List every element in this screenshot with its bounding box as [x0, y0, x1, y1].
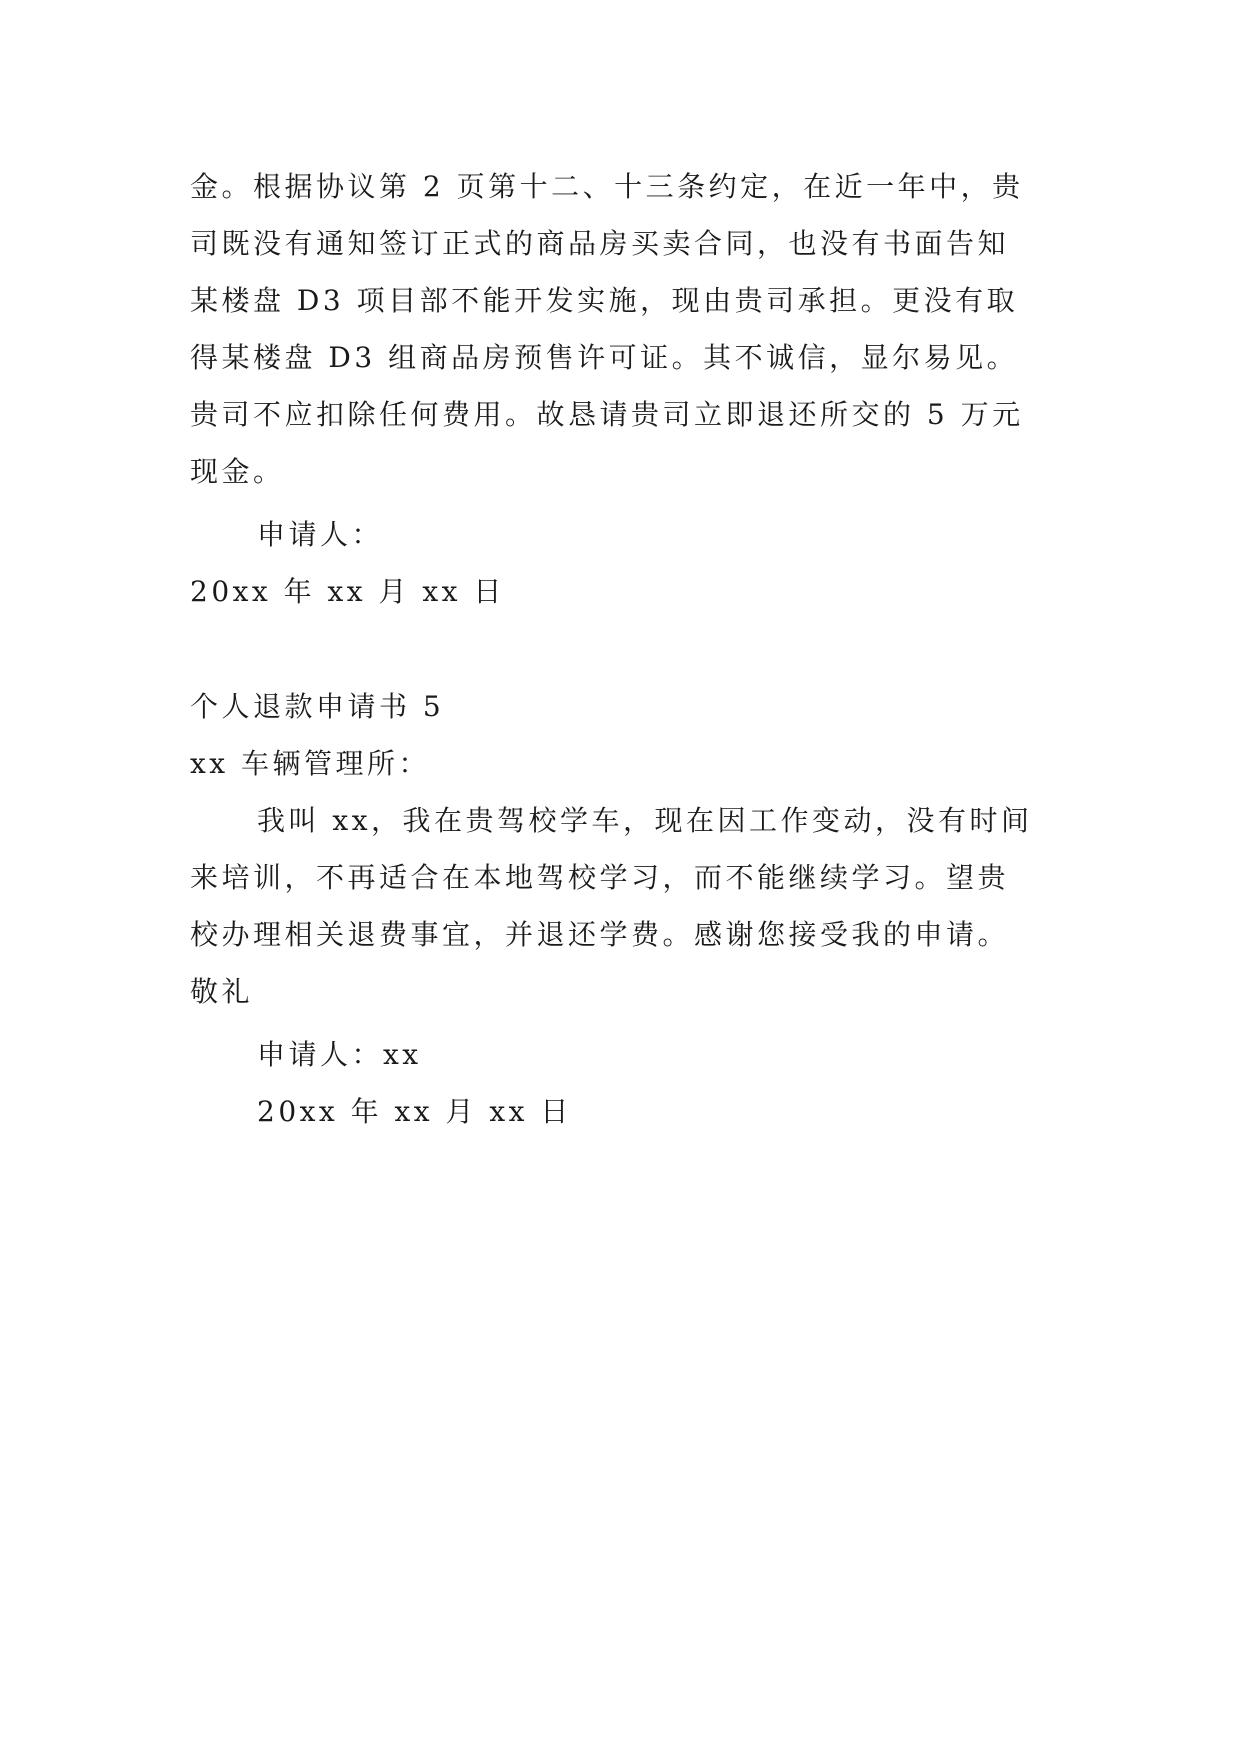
applicant-line: 申请人：xx — [257, 1038, 422, 1071]
paragraph-line: 贵司不应扣除任何费用。故恳请贵司立即退还所交的 5 万元 — [190, 398, 1024, 431]
section-title: 个人退款申请书 5 — [190, 690, 445, 723]
paragraph-line: 司既没有通知签订正式的商品房买卖合同，也没有书面告知 — [190, 227, 1010, 260]
recipient-line: xx 车辆管理所： — [190, 747, 430, 780]
paragraph-line: 某楼盘 D3 项目部不能开发实施，现由贵司承担。更没有取 — [190, 284, 1019, 317]
paragraph-line: 我叫 xx，我在贵驾校学车，现在因工作变动，没有时间 — [257, 804, 1033, 837]
date-line: 20xx 年 xx 月 xx 日 — [257, 1095, 572, 1128]
paragraph-line: 校办理相关退费事宜，并退还学费。感谢您接受我的申请。 — [190, 918, 1010, 951]
applicant-label: 申请人： — [257, 518, 384, 551]
closing-line: 敬礼 — [190, 975, 254, 1008]
date-line: 20xx 年 xx 月 xx 日 — [190, 575, 505, 608]
paragraph-line: 得某楼盘 D3 组商品房预售许可证。其不诚信，显尔易见。 — [190, 341, 1019, 374]
paragraph-line: 现金。 — [190, 455, 285, 488]
paragraph-line: 金。根据协议第 2 页第十二、十三条约定，在近一年中，贵 — [190, 170, 1024, 203]
paragraph-line: 来培训，不再适合在本地驾校学习，而不能继续学习。望贵 — [190, 861, 1010, 894]
